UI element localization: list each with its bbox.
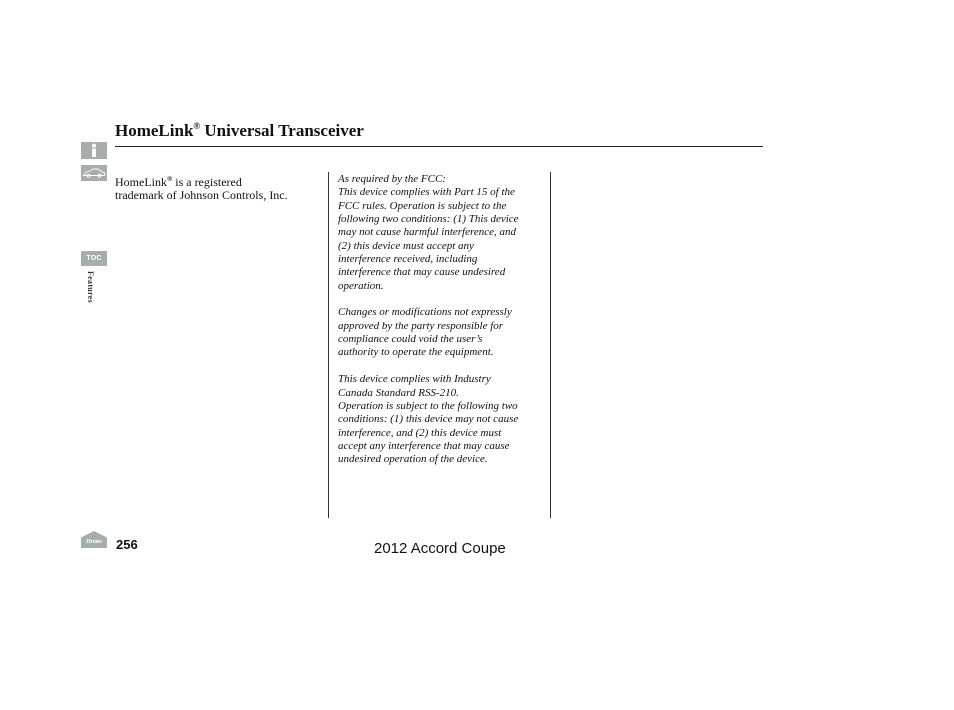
info-button[interactable] bbox=[81, 142, 107, 159]
trademark-name: HomeLink bbox=[115, 175, 167, 189]
ic-paragraph-1: This device complies with Industry Canada Standard RSS-210. bbox=[338, 373, 491, 399]
info-icon bbox=[89, 143, 99, 158]
fcc-block bbox=[338, 173, 548, 293]
page-title bbox=[115, 121, 364, 141]
page-number: 256 bbox=[116, 537, 138, 552]
regulatory-notice bbox=[338, 173, 548, 467]
vehicle-index-button[interactable] bbox=[81, 165, 107, 181]
title-main: HomeLink bbox=[115, 121, 194, 140]
trademark-line-1-rest: is a registered bbox=[172, 175, 242, 189]
title-rest: Universal Transceiver bbox=[200, 121, 364, 140]
ic-paragraph-2: Operation is subject to the following two conditions: (1) this device may not cause interference, and (2) this device must accept any interference that may cause undesired operation of the device. bbox=[338, 399, 519, 466]
column-divider-left bbox=[328, 172, 329, 518]
fcc-paragraph-1: This device complies with Part 15 of the FCC rules. Operation is subject to the following two conditions: (1) This device may not cause harmful interference, and (2) this device must accept any interference received, including interference that may cause undesired operation. bbox=[338, 186, 519, 292]
fcc-heading: As required by the FCC: bbox=[338, 173, 446, 185]
vehicle-icon bbox=[82, 167, 106, 179]
toc-label: TOC bbox=[86, 255, 102, 262]
title-divider bbox=[115, 146, 763, 147]
section-label: Features bbox=[86, 271, 95, 304]
trademark-note bbox=[115, 173, 325, 202]
fcc-paragraph-2: Changes or modifications not expressly approved by the party responsible for compliance could void the user’s authority to operate the equipment. bbox=[338, 306, 512, 359]
trademark-line-1 bbox=[115, 173, 325, 189]
ic-block bbox=[338, 373, 548, 466]
home-label: Home bbox=[85, 538, 103, 545]
column-divider-right bbox=[550, 172, 551, 518]
trademark-line-2: trademark of Johnson Controls, Inc. bbox=[115, 188, 288, 202]
trademark-registered-mark: ® bbox=[167, 175, 173, 183]
home-icon bbox=[81, 531, 107, 548]
toc-button[interactable] bbox=[81, 251, 107, 266]
footer-model: 2012 Accord Coupe bbox=[374, 540, 506, 557]
title-registered-mark: ® bbox=[193, 121, 201, 131]
home-button[interactable] bbox=[81, 531, 107, 548]
